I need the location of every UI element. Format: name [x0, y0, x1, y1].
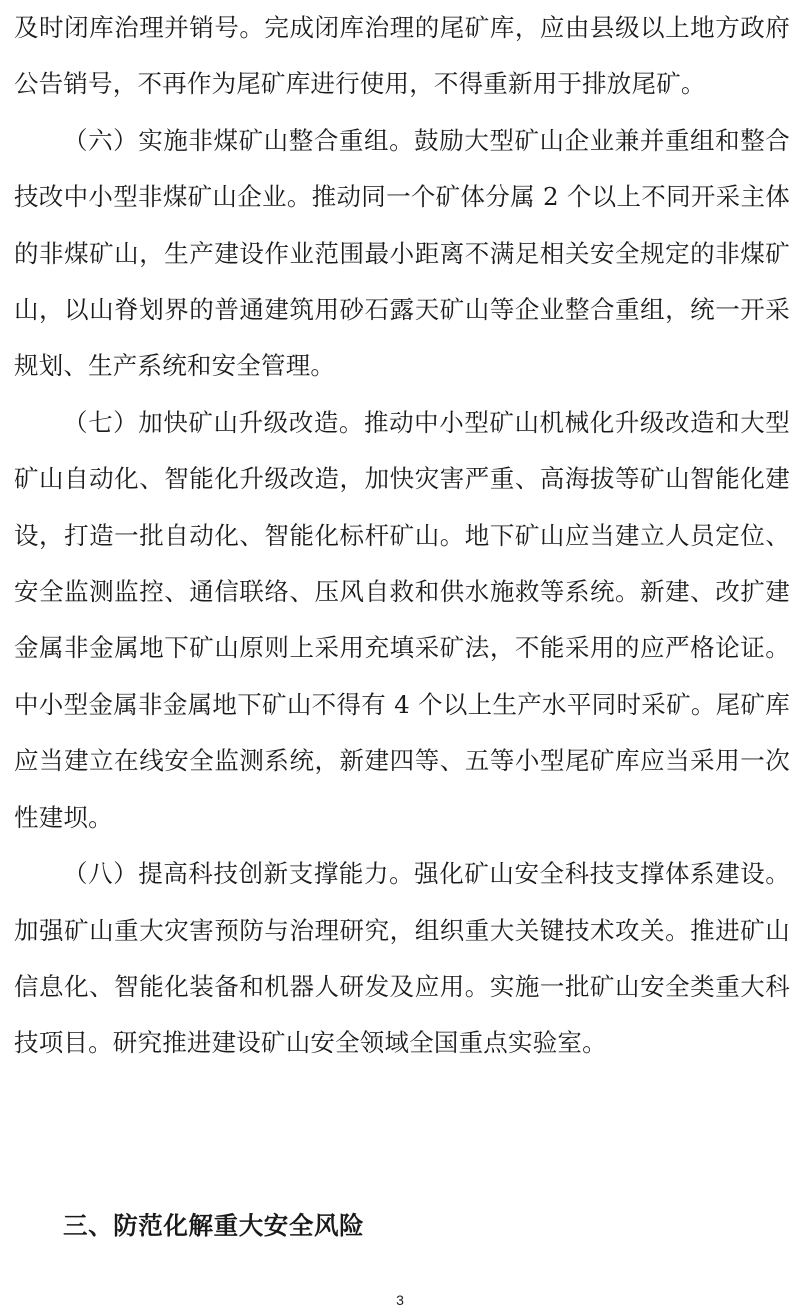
- paragraph-item-6: （六）实施非煤矿山整合重组。鼓励大型矿山企业兼并重组和整合技改中小型非煤矿山企业。推动同一个矿体分属 2 个以上不同开采主体的非煤矿山，生产建设作业范围最小距离不满足相关安全规定的非煤矿山，以山脊划界的普通建筑用砂石露天矿山等企业整合重组，统一开采规划、生产系统和安全管理。: [14, 125, 790, 381]
- paragraph-item-7: （七）加快矿山升级改造。推动中小型矿山机械化升级改造和大型矿山自动化、智能化升级改造，加快灾害严重、高海拔等矿山智能化建设，打造一批自动化、智能化标杆矿山。地下矿山应当建立人员定位、安全监测监控、通信联络、压风自救和供水施救等系统。新建、改扩建金属非金属地下矿山原则上采用充填采矿法，不能采用的应严格论证。中小型金属非金属地下矿山不得有 4 个以上生产水平同时采矿。尾矿库应当建立在线安全监测系统，新建四等、五等小型尾矿库应当采用一次性建坝。: [14, 407, 790, 832]
- page-number: 3: [396, 1292, 404, 1308]
- paragraph-item-8: （八）提高科技创新支撑能力。强化矿山安全科技支撑体系建设。加强矿山重大灾害预防与治理研究，组织重大关键技术攻关。推进矿山信息化、智能化装备和机器人研发及应用。实施一批矿山安全类重大科技项目。研究推进建设矿山安全领域全国重点实验室。: [14, 859, 790, 1058]
- section-heading: 三、防范化解重大安全风险: [63, 1211, 365, 1240]
- document-body: [14, 0, 790, 1072]
- paragraph-continuation: 及时闭库治理并销号。完成闭库治理的尾矿库，应由县级以上地方政府公告销号，不再作为尾矿库进行使用，不得重新用于排放尾矿。: [14, 13, 790, 99]
